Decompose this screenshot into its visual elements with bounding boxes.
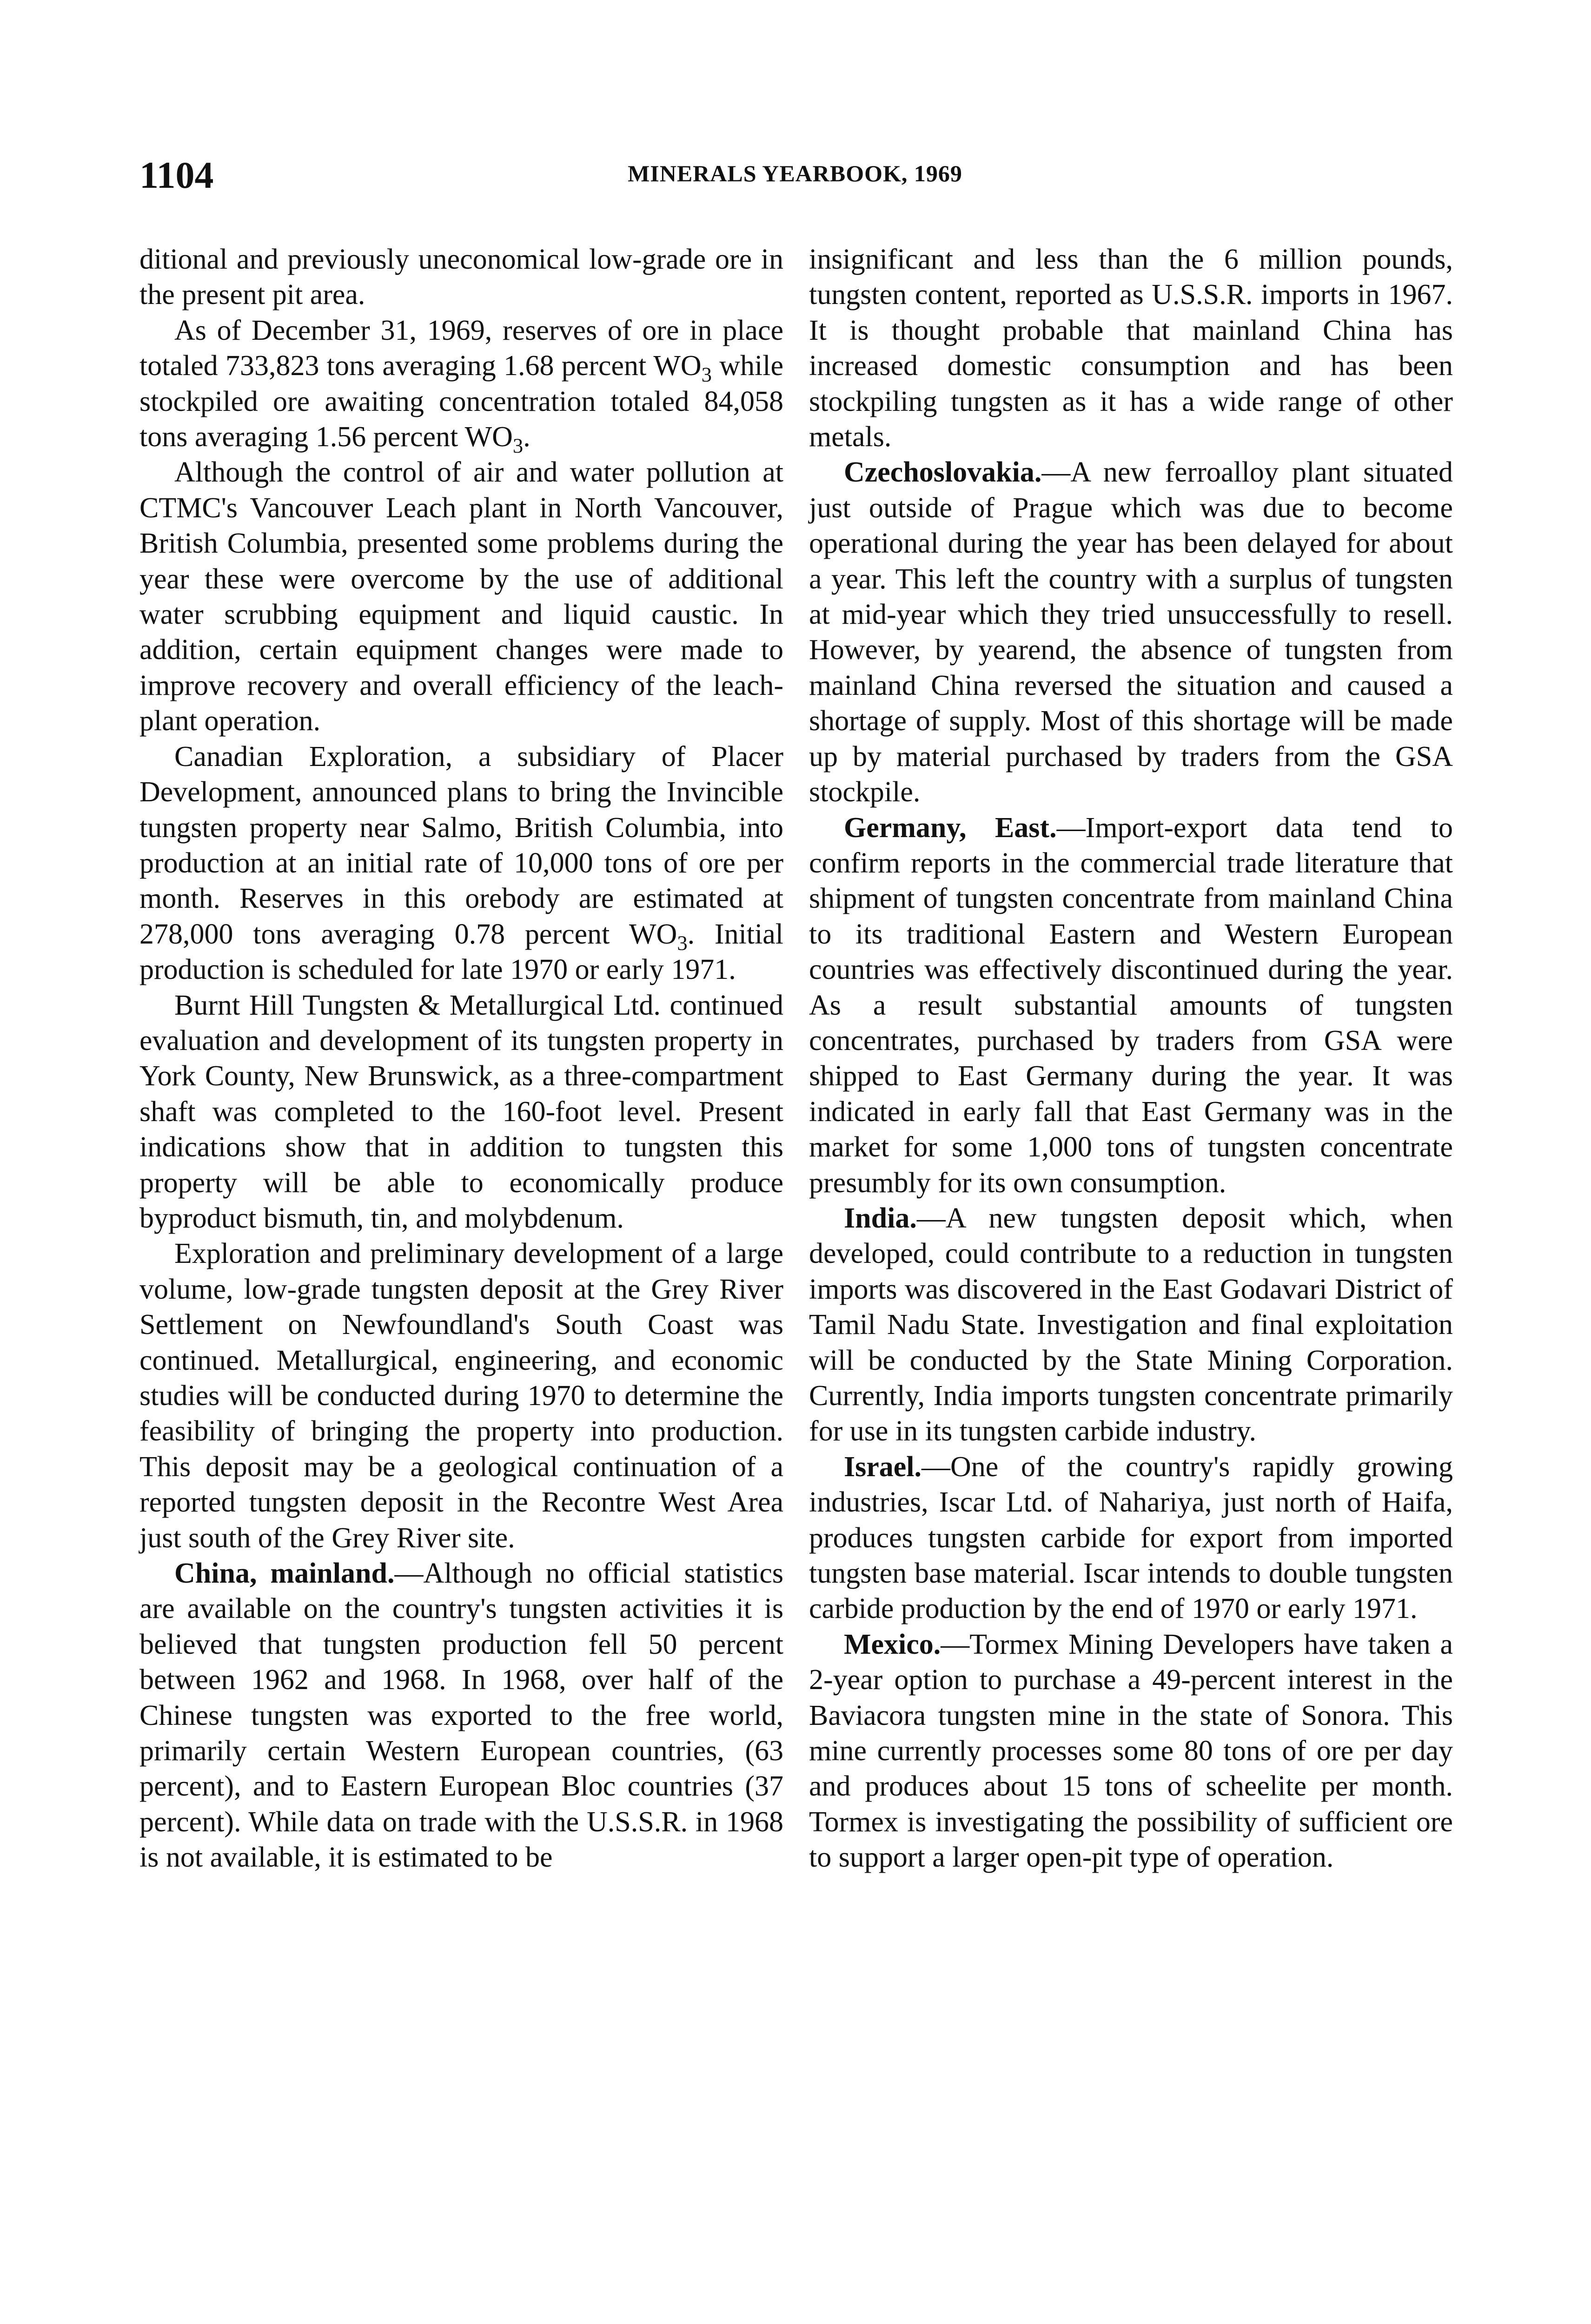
paragraph-israel [809,1449,1453,1627]
section-heading-mexico: Mexico. [844,1628,941,1660]
paragraph-czechoslovakia [809,455,1453,810]
paragraph-india [809,1201,1453,1449]
reserves-text-1: As of December 31, 1969, reserves of ore in place totaled 733,823 tons averaging 1.68 percent WO [139,314,783,382]
paragraph-mexico [809,1627,1453,1875]
israel-text: —One of the country's rapidly growing industries, Iscar Ltd. of Nahariya, just north of Haifa, produces tungsten carbide for export from imported tungsten base material. Iscar intends to double tungsten carbide production by the end of 1970 or early 1971. [809,1451,1453,1625]
subscript: 3 [512,434,524,457]
left-column [139,242,783,1875]
section-heading-india: India. [844,1202,917,1234]
paragraph-grey-river: Exploration and preliminary development of a large volume, low-grade tungsten deposit at the Grey River Settlement on Newfoundland's South Coast was continued. Metallurgical, engineering, and economic studies will be conducted during 1970 to determine the feasibility of bringing the property into production. This deposit may be a geological continuation of a reported tungsten deposit in the Recontre West Area just south of the Grey River site. [139,1238,783,1554]
right-column [809,242,1453,1875]
india-text: —A new tungsten deposit which, when developed, could contribute to a reduction in tungsten imports was discovered in the East Godavari District of Tamil Nadu State. Investigation and final exploitation will be conducted by the State Mining Corporation. Currently, India imports tungsten concentrate primarily for use in its tungsten carbide industry. [809,1202,1453,1447]
section-heading-czechoslovakia: Czechoslovakia. [844,456,1042,489]
running-title: MINERALS YEARBOOK, 1969 [628,160,962,186]
page-number: 1104 [139,154,214,196]
paragraph-pollution: Although the control of air and water pollution at CTMC's Vancouver Leach plant in North Vancouver, British Columbia, presented some problems during the year these were overcome by the use of additional water scrubbing equipment and liquid caustic. In addition, certain equipment changes were made to improve recovery and overall efficiency of the leach-plant operation. [139,456,783,737]
canadian-text-1: Canadian Exploration, a subsidiary of Placer Development, announced plans to bring the Invincible tungsten property near Salmo, British Columbia, into production at an initial rate of 10,000 tons of ore per month. Reserves in this orebody are estimated at 278,000 tons averaging 0.78 percent WO [139,740,783,950]
paragraph-continuation: ditional and previously uneconomical low-grade ore in the present pit area. [139,244,783,311]
reserves-text-2: while stockpiled ore awaiting concentration totaled 84,058 tons averaging 1.56 percent WO [139,350,783,453]
paragraph-burnt-hill: Burnt Hill Tungsten & Metallurgical Ltd. continued evaluation and development of its tungsten property in York County, New Brunswick, as a three-compartment shaft was completed to the 160-foot level. Present indications show that in addition to tungsten this property will be able to economically produce byproduct bismuth, tin, and molybdenum. [139,989,783,1234]
subscript: 3 [701,363,712,386]
paragraph-continuation: insignificant and less than the 6 million pounds, tungsten content, reported as U.S.S.R. imports in 1967. It is thought probable that mainland China has increased domestic consumption and has been stockpiling tungsten as it has a wide range of other metals. [809,244,1453,453]
mexico-text: —Tormex Mining Developers have taken a 2-year option to purchase a 49-percent interest in the Baviacora tungsten mine in the state of Sonora. This mine currently processes some 80 tons of ore per day and produces about 15 tons of scheelite per month. Tormex is investigating the possibility of sufficient ore to support a larger open-pit type of operation. [809,1628,1453,1874]
china-text: —Although no official statistics are available on the country's tungsten activities it is believed that tungsten production fell 50 percent between 1962 and 1968. In 1968, over half of the Chinese tungsten was exported to the free world, primarily certain Western European countries, (63 percent), and to Eastern European Bloc countries (37 percent). While data on trade with the U.S.S.R. in 1968 is not available, it is estimated to be [139,1558,783,1874]
subscript: 3 [677,931,688,955]
paragraph-canadian-exploration [139,739,783,988]
czechoslovakia-text: —A new ferroalloy plant situated just outside of Prague which was due to become operational during the year has been delayed for about a year. This left the country with a surplus of tungsten at mid-year which they tried unsuccessfully to resell. However, by yearend, the absence of tungsten from mainland China reversed the situation and caused a shortage of supply. Most of this shortage will be made up by material purchased by traders from the GSA stockpile. [809,456,1453,808]
section-heading-germany-east: Germany, East. [844,812,1057,844]
page-header [139,153,1451,205]
paragraph-germany-east [809,810,1453,1201]
section-heading-china: China, mainland. [174,1558,395,1590]
canadian-text-2: . Initial production is scheduled for late 1970 or early 1971. [139,918,783,986]
paragraph-china [139,1556,783,1875]
germany-east-text: —Import-export data tend to confirm reports in the commercial trade literature that shipment of tungsten concentrate from mainland China to its traditional Eastern and Western European countries was effectively discontinued during the year. As a result substantial amounts of tungsten concentrates, purchased by traders from GSA were shipped to East Germany during the year. It was indicated in early fall that East Germany was in the market for some 1,000 tons of tungsten concentrate presumbly for its own consumption. [809,812,1453,1199]
paragraph-reserves [139,313,783,455]
section-heading-israel: Israel. [844,1451,922,1483]
reserves-text-3: . [523,421,530,453]
